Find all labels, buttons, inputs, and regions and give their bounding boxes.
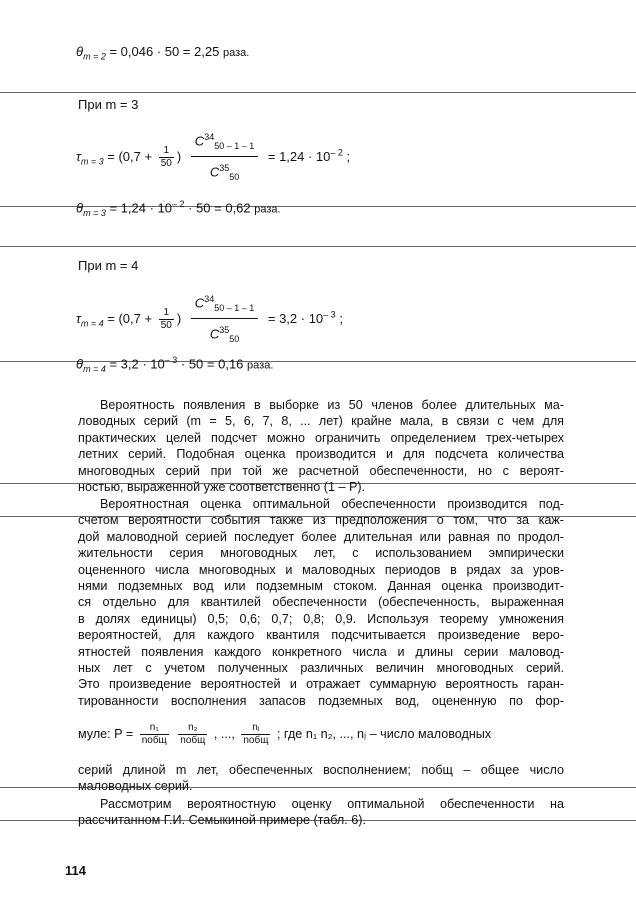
text-line: в долях единицы) 0,5; 0,6; 0,7; 0,8; 0,9. Используя теорему умножения bbox=[78, 611, 564, 626]
text-line: ся отдельно для квантилей обеспеченности (обеспеченность, выраженная bbox=[78, 595, 564, 610]
paragraph-optimal-assurance bbox=[78, 496, 564, 709]
paragraph-series-probability bbox=[78, 397, 564, 495]
case-m4-label: При m = 4 bbox=[78, 258, 139, 273]
text-line: маловодных серий. bbox=[78, 779, 193, 794]
text-line: многоводных серий при той же расчетной обеспеченности, но с вероят- bbox=[78, 463, 564, 478]
text-line: ятностей появления каждого конкретного числа и длины серии маловод- bbox=[78, 644, 564, 659]
probability-formula-line: муле: P = $\frac{\text{n₁}}{\text{nобщ}}$ $\frac{\text{n₂}}{\text{nобщ}}$ , ..., $\frac{\text{nⱼ}}{\text{nобщ}}$ ; где n₁ n₂, ..., nⱼ – число маловодных bbox=[78, 722, 492, 746]
text-line: Это произведение вероятностей и отражает суммарную вероятность гаран- bbox=[78, 677, 564, 692]
text-line: Вероятность появления в выборке из 50 членов более длительных ма- bbox=[100, 398, 564, 412]
text-line: ных лет с учетом полученных различных величин многоводных серий. bbox=[78, 660, 564, 675]
text-line: вероятностей, для каждого квантиля подсчитывается произведение веро- bbox=[78, 628, 564, 643]
theta-m3-formula: $\theta_{m = 3} = 1,24 \cdot 10^{- 2} \cdot 50 = 0,62$ раза. bbox=[76, 199, 281, 218]
theta-m4-formula: $\theta_{m = 4} = 3,2 \cdot 10^{- 3} \cdot 50 = 0,16$ раза. bbox=[76, 355, 274, 374]
page-number: 114 bbox=[65, 863, 86, 878]
text-line: жительности серия многоводных лет, с использованием эмпирически bbox=[78, 546, 564, 561]
case-m3-label: При m = 3 bbox=[78, 97, 139, 112]
text-line: рассчитанном Г.И. Семыкиной примере (табл. 6). bbox=[78, 813, 366, 828]
tau-m3-formula: $\tau_{m = 3} = (0,7$ + $\frac{1}{50}$ ) $\frac{C^{34}_{50 - 1 - 1}}{C^{35}_{50}}$ = $1,24 \cdot 10^{- 2}$ ; bbox=[76, 128, 350, 187]
text-line: ностью, выраженной уже соответственно (1 – P). bbox=[78, 479, 366, 494]
paragraph-example-reference bbox=[78, 796, 564, 829]
divider bbox=[0, 246, 636, 247]
text-line: Рассмотрим вероятностную оценку оптимальной обеспеченности на bbox=[100, 797, 564, 811]
text-line: нями подземных вод или подземным стоком. Данная оценка производит- bbox=[78, 578, 564, 593]
text-line: практических целей подсчет можно ограничить определением трех-четырех bbox=[78, 430, 564, 445]
text-line: счетом вероятности события также из предположения о том, что за каж- bbox=[78, 513, 564, 528]
text-line: Вероятностная оценка оптимальной обеспеченности производится под- bbox=[100, 497, 564, 511]
text-line: летних серий. Подобная оценка производится и для подсчета количества bbox=[78, 447, 564, 462]
text-line: серий длиной m лет, обеспеченных восполнением; nобщ – общее число bbox=[78, 763, 564, 777]
divider bbox=[0, 92, 636, 93]
text-line: дой маловодной серией последует более длительная или равная по продол- bbox=[78, 529, 564, 544]
tau-m4-formula: $\tau_{m = 4} = (0,7$ + $\frac{1}{50}$ ) $\frac{C^{34}_{50 - 1 - 1}}{C^{35}_{50}}$ = $3,2 \cdot 10^{- 3}$ ; bbox=[76, 290, 343, 349]
theta-m2-formula: $\theta_{m = 2} = 0,046 \cdot 50 = 2,25$ раза. bbox=[76, 44, 250, 62]
text-line: тированности восполнения запасов подземных вод, оцененную по фор- bbox=[78, 693, 564, 708]
text-line: ловодных серий (m = 5, 6, 7, 8, ... лет) крайне мала, в связи с чем для bbox=[78, 414, 564, 429]
text-line: оцененного числа многоводных и маловодных периодов в рядах за уров- bbox=[78, 562, 564, 577]
paragraph-formula-explanation bbox=[78, 762, 564, 795]
